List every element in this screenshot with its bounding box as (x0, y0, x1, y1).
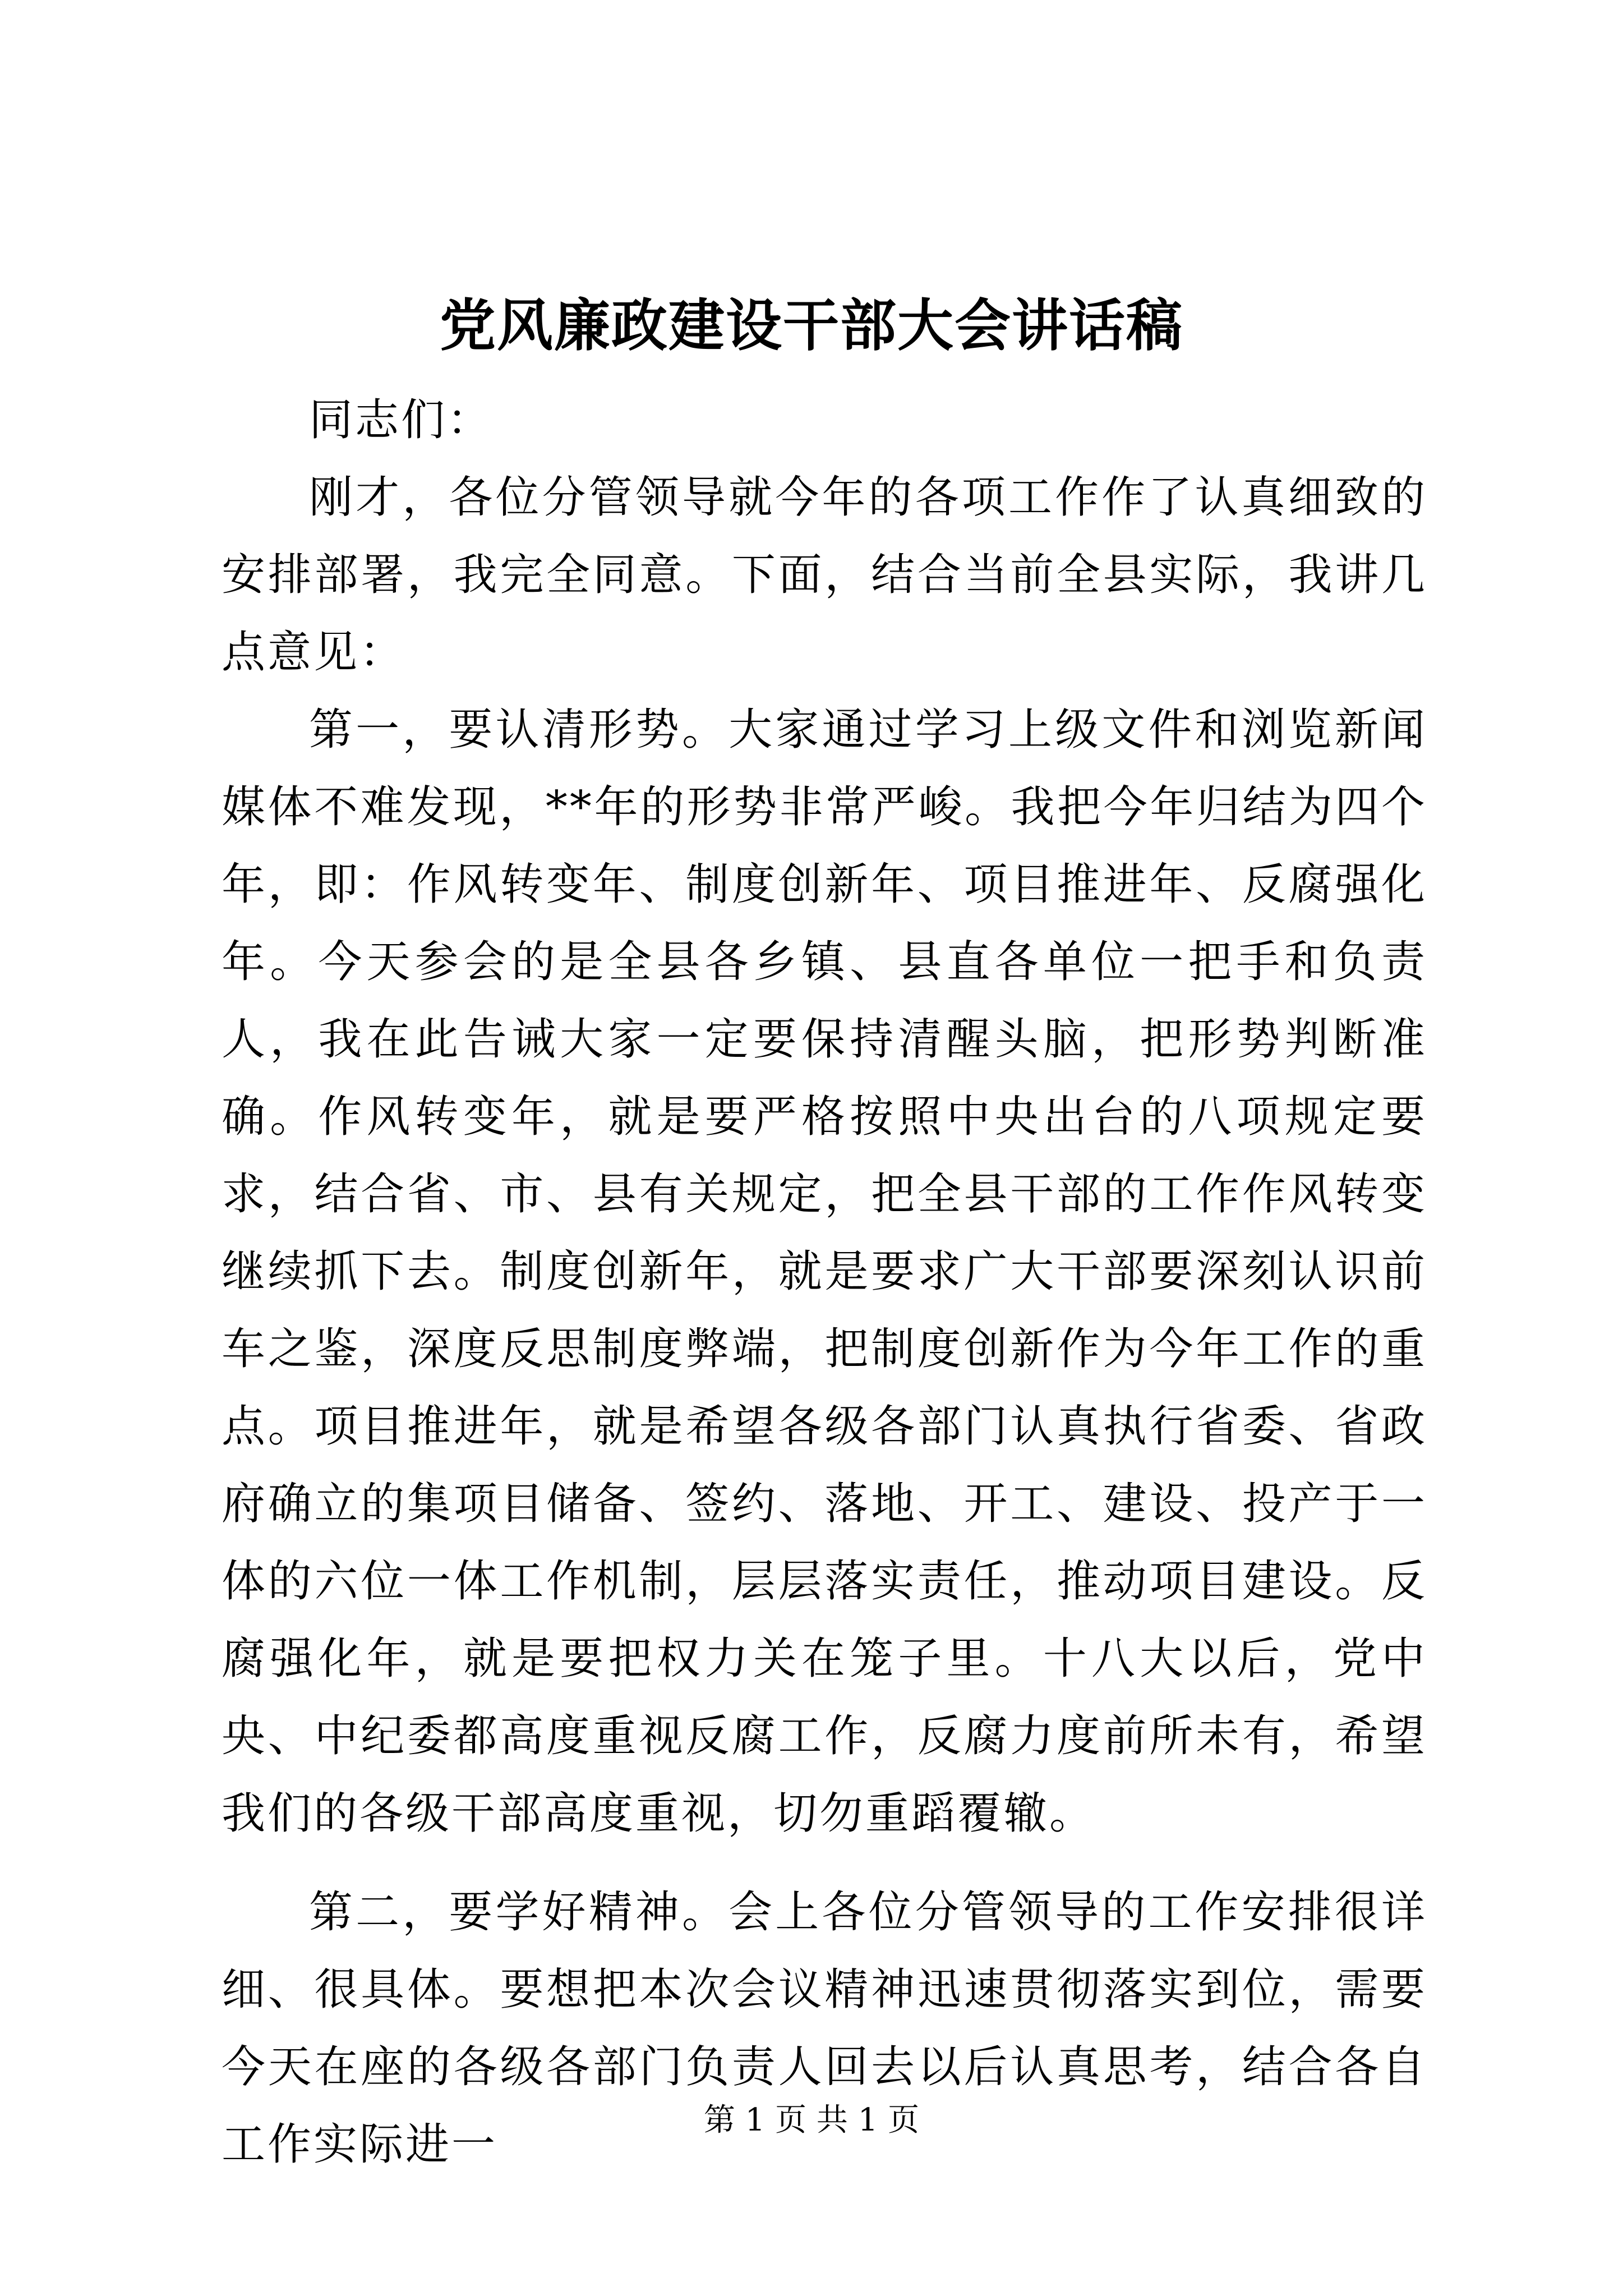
document-body (222, 381, 1427, 2183)
point-one-paragraph: 第一，要认清形势。大家通过学习上级文件和浏览新闻媒体不难发现，**年的形势非常严峻。我把今年归结为四个年，即：作风转变年、制度创新年、项目推进年、反腐强化年。今天参会的是全县各乡镇、县直各单位一把手和负责人，我在此告诫大家一定要保持清醒头脑，把形势判断准确。作风转变年，就是要严格按照中央出台的八项规定要求，结合省、市、县有关规定，把全县干部的工作作风转变继续抓下去。制度创新年，就是要求广大干部要深刻认识前车之鉴，深度反思制度弊端，把制度创新作为今年工作的重点。项目推进年，就是希望各级各部门认真执行省委、省政府确立的集项目储备、签约、落地、开工、建设、投产于一体的六位一体工作机制，层层落实责任，推动项目建设。反腐强化年，就是要把权力关在笼子里。十八大以后，党中央、中纪委都高度重视反腐工作，反腐力度前所未有，希望我们的各级干部高度重视，切勿重蹈覆辙。 (222, 705, 1427, 1839)
point-two-paragraph: 第二，要学好精神。会上各位分管领导的工作安排很详细、很具体。要想把本次会议精神迅速贯彻落实到位，需要今天在座的各级各部门负责人回去以后认真思考，结合各自工作实际进一 (222, 1887, 1427, 2170)
intro-paragraph: 刚才，各位分管领导就今年的各项工作作了认真细致的安排部署，我完全同意。下面，结合当前全县实际，我讲几点意见： (222, 472, 1427, 678)
page-footer: 第 1 页 共 1 页 (703, 2102, 920, 2138)
salutation-paragraph: 同志们： (309, 395, 494, 445)
document-title: 党风廉政建设干部大会讲话稿 (440, 292, 1183, 358)
